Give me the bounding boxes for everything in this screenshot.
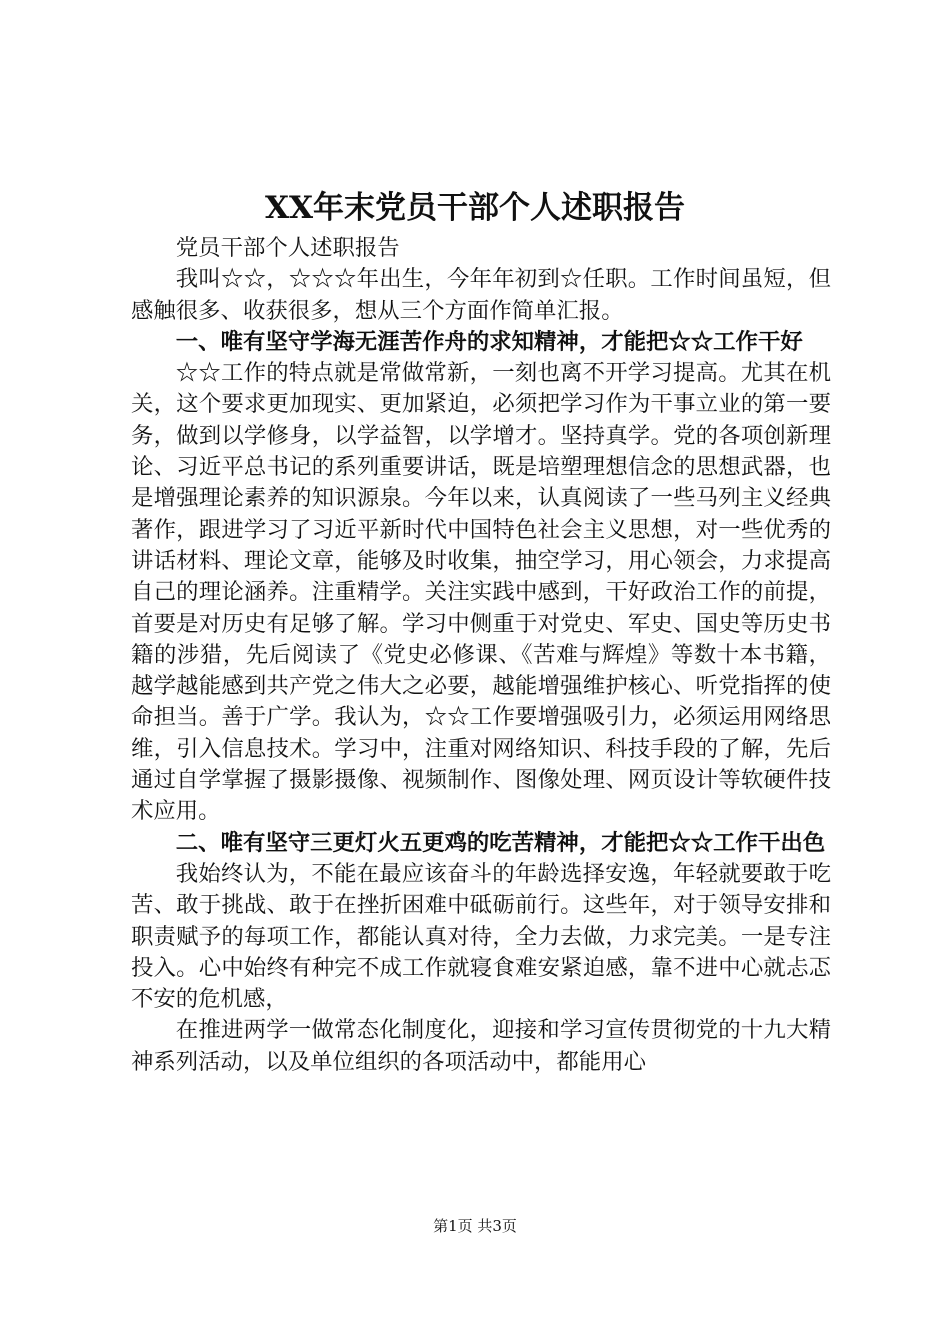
subtitle-paragraph: 党员干部个人述职报告 [175,235,400,261]
section-1-paragraph: ☆☆工作的特点就是常做常新，一刻也离不开学习提高。尤其在机关，这个要求更加现实、更加紧迫，必须把学习作为干事立业的第一要务，做到以学修身，以学益智，以学增才。坚持真学。党的各项创新理论、习近平总书记的系列重要讲话，既是培塑理想信念的思想武器，也是增强理论素养的知识源泉。今年以来，认真阅读了一些马列主义经典著作，跟进学习了习近平新时代中国特色社会主义思想，对一些优秀的讲话材料、理论文章，能够及时收集，抽空学习，用心领会，力求提高自己的理论涵养。注重精学。关注实践中感到，干好政治工作的前提，首要是对历史有足够了解。学习中侧重于对党史、军史、国史等历史书籍的涉猎，先后阅读了《党史必修课、《苦难与辉煌》等数十本书籍，越学越能感到共产党之伟大之必要，越能增强维护核心、听党指挥的使命担当。善于广学。我认为，☆☆工作要增强吸引力，必须运用网络思维，引入信息技术。学习中，注重对网络知识、科技手段的了解，先后通过自学掌握了摄影摄像、视频制作、图像处理、网页设计等软硬件技术应用。 [131,360,831,825]
section-heading-1: 一、唯有坚守学海无涯苦作舟的求知精神，才能把☆☆工作干好 [175,328,803,355]
intro-paragraph: 我叫☆☆，☆☆☆年出生，今年年初到☆任职。工作时间虽短，但感触很多、收获很多，想从三个方面作简单汇报。 [131,266,831,324]
section-heading-2: 二、唯有坚守三更灯火五更鸡的吃苦精神，才能把☆☆工作干出色 [175,829,826,856]
document-title: XX年末党员干部个人述职报告 [264,190,686,226]
section-2-paragraph-continued: 在推进两学一做常态化制度化，迎接和学习宣传贯彻党的十九大精神系列活动，以及单位组织的各项活动中，都能用心 [131,1017,831,1075]
document-body [131,233,831,1078]
page-number-footer: 第1页 共3页 [433,1217,517,1235]
section-2-paragraph: 我始终认为，不能在最应该奋斗的年龄选择安逸，年轻就要敢于吃苦、敢于挑战、敢于在挫折困难中砥砺前行。这些年，对于领导安排和职责赋予的每项工作，都能认真对待，全力去做，力求完美。一是专注投入。心中始终有种完不成工作就寝食难安紧迫感，靠不进中心就忐忑不安的危机感， [131,860,831,1013]
